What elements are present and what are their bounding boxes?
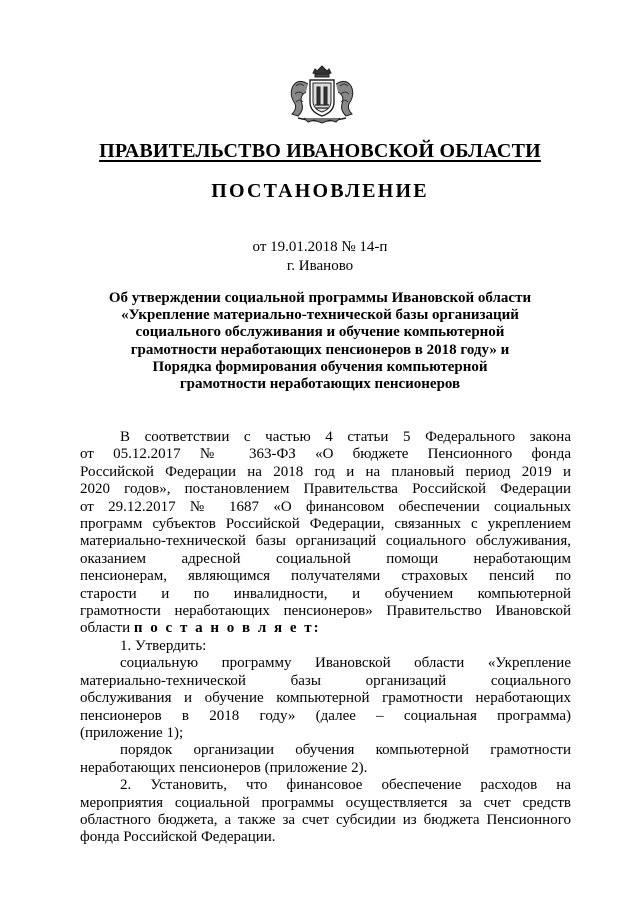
body-line: Российской Федерации на 2018 год и на плановый период 2019 и	[80, 463, 571, 480]
body-line: материально-технической базы организаций социального обслуживания,	[80, 533, 571, 550]
government-name: ПРАВИТЕЛЬСТВО ИВАНОВСКОЙ ОБЛАСТИ	[99, 140, 541, 162]
date-and-place	[0, 238, 640, 276]
body-line: неработающих пенсионеров (приложение 2).	[80, 759, 368, 776]
body-line: пенсионерам, являющимся получателями страховых пенсий по	[80, 568, 571, 585]
body-line: порядок организации обучения компьютерной грамотности	[120, 742, 571, 759]
body-line: социальную программу Ивановской области «Укрепление	[120, 655, 571, 672]
item-1: 1. Утвердить:	[120, 637, 207, 654]
coat-of-arms-icon	[284, 62, 360, 124]
document-type: ПОСТАНОВЛЕНИЕ	[211, 180, 429, 202]
body-line: грамотности неработающих пенсионеров» Правительство Ивановской	[80, 603, 571, 620]
body-line: областного бюджета, а также за счет субсидии из бюджета Пенсионного	[80, 811, 571, 828]
city: г. Иваново	[286, 258, 354, 274]
body-line: 2. Установить, что финансовое обеспечение расходов на	[120, 777, 571, 794]
body-line: старости и по инвалидности, и обучением компьютерной	[80, 585, 571, 602]
body-line: материально-технической базы организаций социального	[80, 672, 571, 689]
heading-line: Об утверждении социальной программы Ивановской области	[108, 290, 532, 306]
body-line: от 05.12.2017 № 363-ФЗ «О бюджете Пенсионного фонда	[80, 446, 571, 463]
document-heading	[80, 290, 560, 393]
body-line: пенсионеров в 2018 году» (далее – социальная программа)	[80, 707, 571, 724]
heading-line: Порядка формирования обучения компьютерной	[152, 358, 488, 375]
heading-line: грамотности неработающих пенсионеров в 2018 году» и	[130, 341, 510, 358]
heading-line: социального обслуживания и обучение компьютерной	[135, 324, 505, 341]
heading-line: «Укрепление материально-технической базы организаций	[121, 307, 519, 324]
body-line: 2020 годов», постановлением Правительства Российской Федерации	[80, 481, 571, 498]
decree-colon: :	[313, 620, 319, 637]
body-line: обслуживания и обучение компьютерной грамотности неработающих	[80, 690, 571, 707]
document-body	[80, 429, 571, 847]
body-line: программ субъектов Российской Федерации, связанных с укреплением	[80, 516, 571, 533]
body-line: (приложение 1);	[80, 724, 184, 741]
heading-line: грамотности неработающих пенсионеров	[179, 376, 461, 393]
body-line: мероприятия социальной программы осуществляется за счет средств	[80, 794, 571, 811]
body-text: области	[80, 620, 134, 637]
decree-word: п о с т а н о в л я е т	[133, 620, 314, 637]
body-line: от 29.12.2017 № 1687 «О финансовом обеспечении социальных	[80, 498, 571, 515]
body-line: В соответствии с частью 4 статьи 5 Федерального закона	[120, 429, 571, 445]
body-line: фонда Российской Федерации.	[80, 829, 276, 846]
decree-line	[80, 620, 571, 637]
body-line: оказанием адресной социальной помощи неработающим	[80, 550, 571, 567]
date-number: от 19.01.2018 № 14-п	[252, 239, 388, 255]
